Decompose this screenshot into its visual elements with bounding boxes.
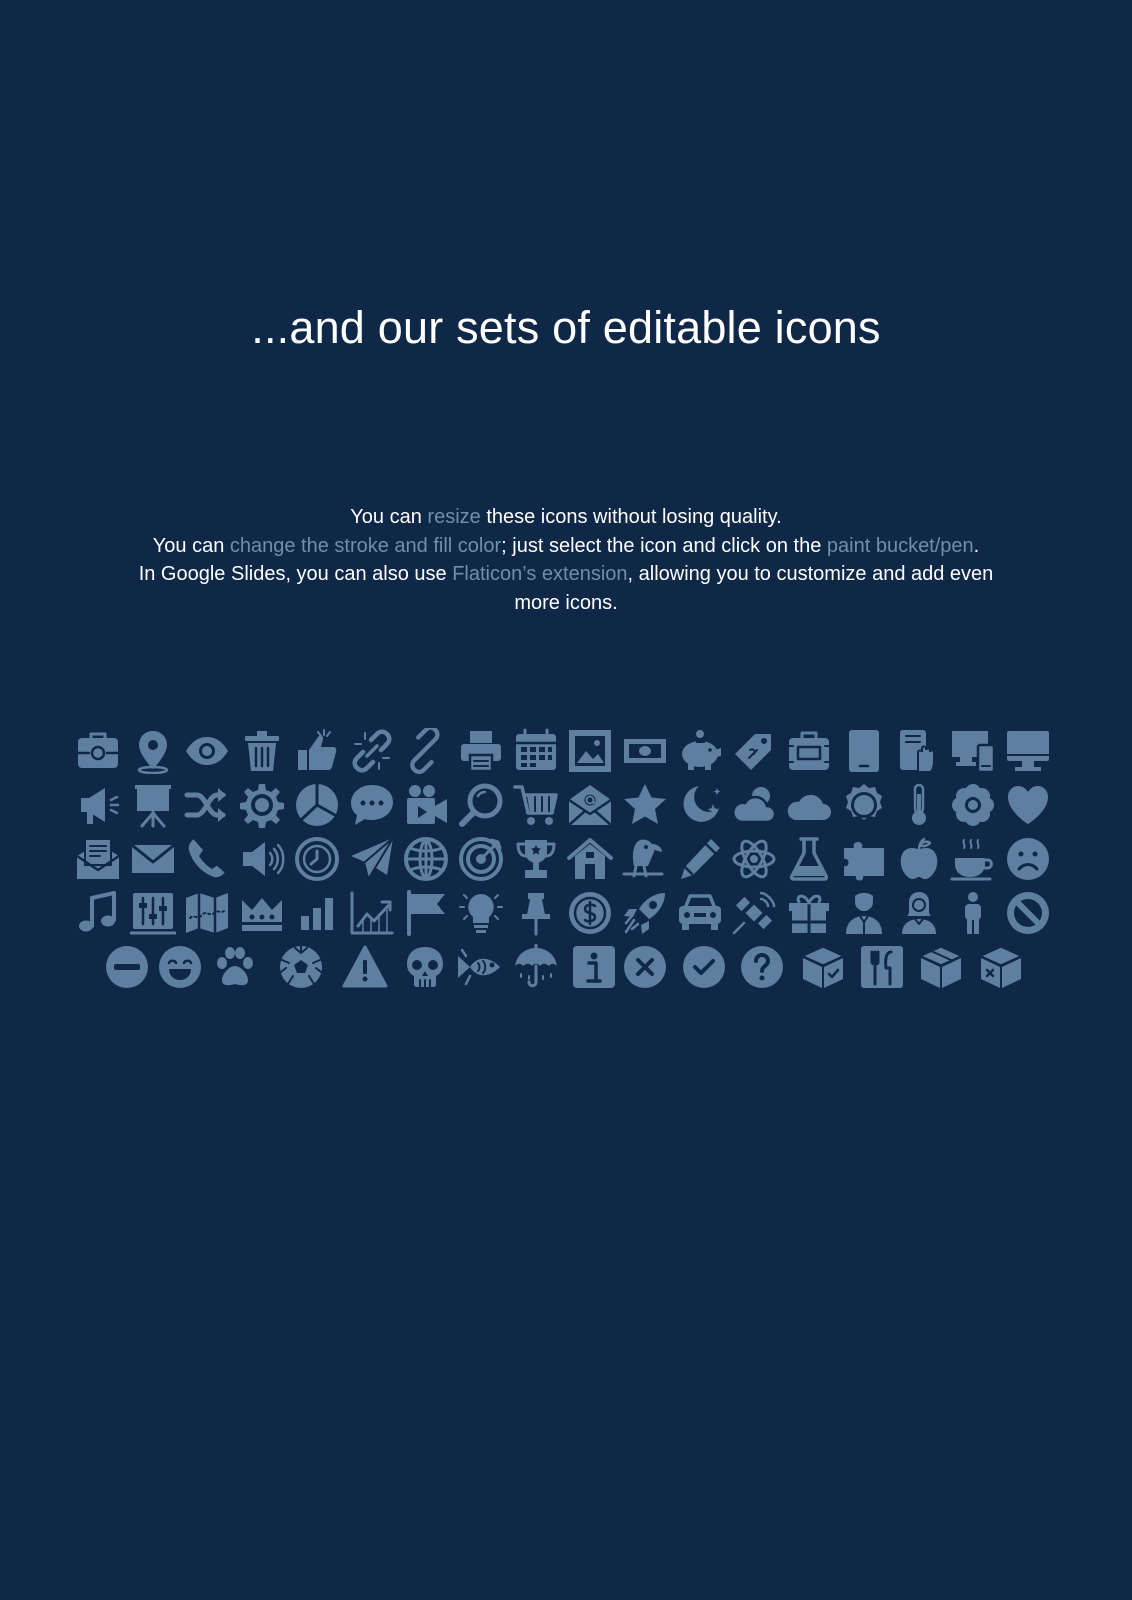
map-pin-icon — [130, 728, 176, 774]
description-text: You can — [152, 534, 230, 557]
presentation-board-icon — [130, 782, 176, 828]
fish-icon — [456, 944, 502, 990]
smiley-icon — [157, 944, 203, 990]
satellite-icon — [731, 890, 777, 936]
thumbs-up-icon — [294, 728, 340, 774]
umbrella-icon — [513, 944, 559, 990]
gift-icon — [786, 890, 832, 936]
trophy-icon — [513, 836, 559, 882]
piggy-bank-icon — [677, 728, 723, 774]
gear-icon — [239, 782, 285, 828]
warning-icon — [342, 944, 388, 990]
crown-icon — [239, 890, 285, 936]
toolbox-icon — [786, 728, 832, 774]
trash-icon — [239, 728, 285, 774]
package-icon — [918, 944, 964, 990]
description-text: . — [973, 534, 980, 557]
equalizer-icon — [130, 890, 176, 936]
skull-icon — [402, 944, 448, 990]
dollar-coin-icon — [567, 890, 613, 936]
description-text: more icons. — [514, 591, 618, 614]
printer-icon — [458, 728, 504, 774]
video-camera-icon — [403, 782, 449, 828]
phone-icon — [184, 836, 230, 882]
monitor-icon — [1005, 728, 1051, 774]
highlight-text: change the stroke and fill color — [229, 534, 502, 557]
description-text: You can — [350, 506, 428, 528]
restaurant-icon — [859, 944, 905, 990]
broken-link-icon — [349, 728, 395, 774]
open-letter-icon — [75, 836, 121, 882]
flag-icon — [403, 890, 449, 936]
no-entry-icon — [1005, 890, 1051, 936]
thermometer-icon — [896, 782, 942, 828]
megaphone-icon — [75, 782, 121, 828]
icon-row — [0, 782, 1132, 832]
sad-face-icon — [1005, 836, 1051, 882]
music-note-icon — [75, 890, 121, 936]
bar-chart-icon — [294, 890, 340, 936]
description-text: these icons without losing quality. — [480, 506, 782, 528]
briefcase-icon — [75, 728, 121, 774]
devices-icon — [950, 728, 996, 774]
clock-icon — [294, 836, 340, 882]
description — [110, 503, 1022, 617]
person-icon — [950, 890, 996, 936]
target-icon — [458, 836, 504, 882]
eye-icon — [184, 728, 230, 774]
badge-icon — [841, 782, 887, 828]
pie-chart-icon — [294, 782, 340, 828]
touch-phone-icon — [896, 728, 942, 774]
envelope-icon — [130, 836, 176, 882]
page-title: ...and our sets of editable icons — [251, 302, 881, 353]
calendar-icon — [513, 728, 559, 774]
question-circle-icon — [739, 944, 785, 990]
paper-plane-icon — [349, 836, 395, 882]
icon-row — [0, 728, 1132, 778]
cloud-sun-icon — [731, 782, 777, 828]
cross-circle-icon — [622, 944, 668, 990]
icon-row — [0, 944, 1132, 994]
email-at-icon — [567, 782, 613, 828]
minus-circle-icon — [104, 944, 150, 990]
apple-icon — [896, 836, 942, 882]
speaker-icon — [239, 836, 285, 882]
banknote-icon — [622, 728, 668, 774]
push-pin-icon — [513, 890, 559, 936]
parrot-icon — [622, 836, 668, 882]
pencil-icon — [677, 836, 723, 882]
link-icon — [403, 728, 449, 774]
icon-row — [0, 836, 1132, 886]
map-icon — [184, 890, 230, 936]
check-circle-icon — [681, 944, 727, 990]
paw-icon — [212, 944, 258, 990]
description-text: In Google Slides, you can also use — [138, 563, 453, 585]
star-icon — [622, 782, 668, 828]
soccer-ball-icon — [278, 944, 324, 990]
price-tag-icon — [731, 728, 777, 774]
package-cross-icon — [978, 944, 1024, 990]
picture-frame-icon — [567, 728, 613, 774]
package-check-icon — [800, 944, 846, 990]
description-text: ; just select the icon and click on the — [501, 534, 827, 557]
light-bulb-icon — [458, 890, 504, 936]
description-text: , allowing you to customize and add even — [627, 563, 994, 585]
highlight-text: Flaticon’s extension — [452, 563, 628, 585]
flask-icon — [786, 836, 832, 882]
highlight-text: paint bucket/pen — [826, 534, 974, 557]
shopping-cart-icon — [513, 782, 559, 828]
cloud-icon — [786, 782, 832, 828]
heart-icon — [1005, 782, 1051, 828]
icon-row — [0, 890, 1132, 940]
car-icon — [677, 890, 723, 936]
info-icon — [571, 944, 617, 990]
house-icon — [567, 836, 613, 882]
globe-icon — [403, 836, 449, 882]
line-chart-icon — [349, 890, 395, 936]
tablet-icon — [841, 728, 887, 774]
shuffle-icon — [184, 782, 230, 828]
moon-stars-icon — [677, 782, 723, 828]
highlight-text: resize — [427, 506, 481, 528]
businessman-icon — [841, 890, 887, 936]
rocket-icon — [622, 890, 668, 936]
atom-icon — [731, 836, 777, 882]
coffee-cup-icon — [950, 836, 996, 882]
puzzle-icon — [841, 836, 887, 882]
magnifier-icon — [458, 782, 504, 828]
flower-icon — [950, 782, 996, 828]
woman-icon — [896, 890, 942, 936]
chat-bubble-icon — [349, 782, 395, 828]
